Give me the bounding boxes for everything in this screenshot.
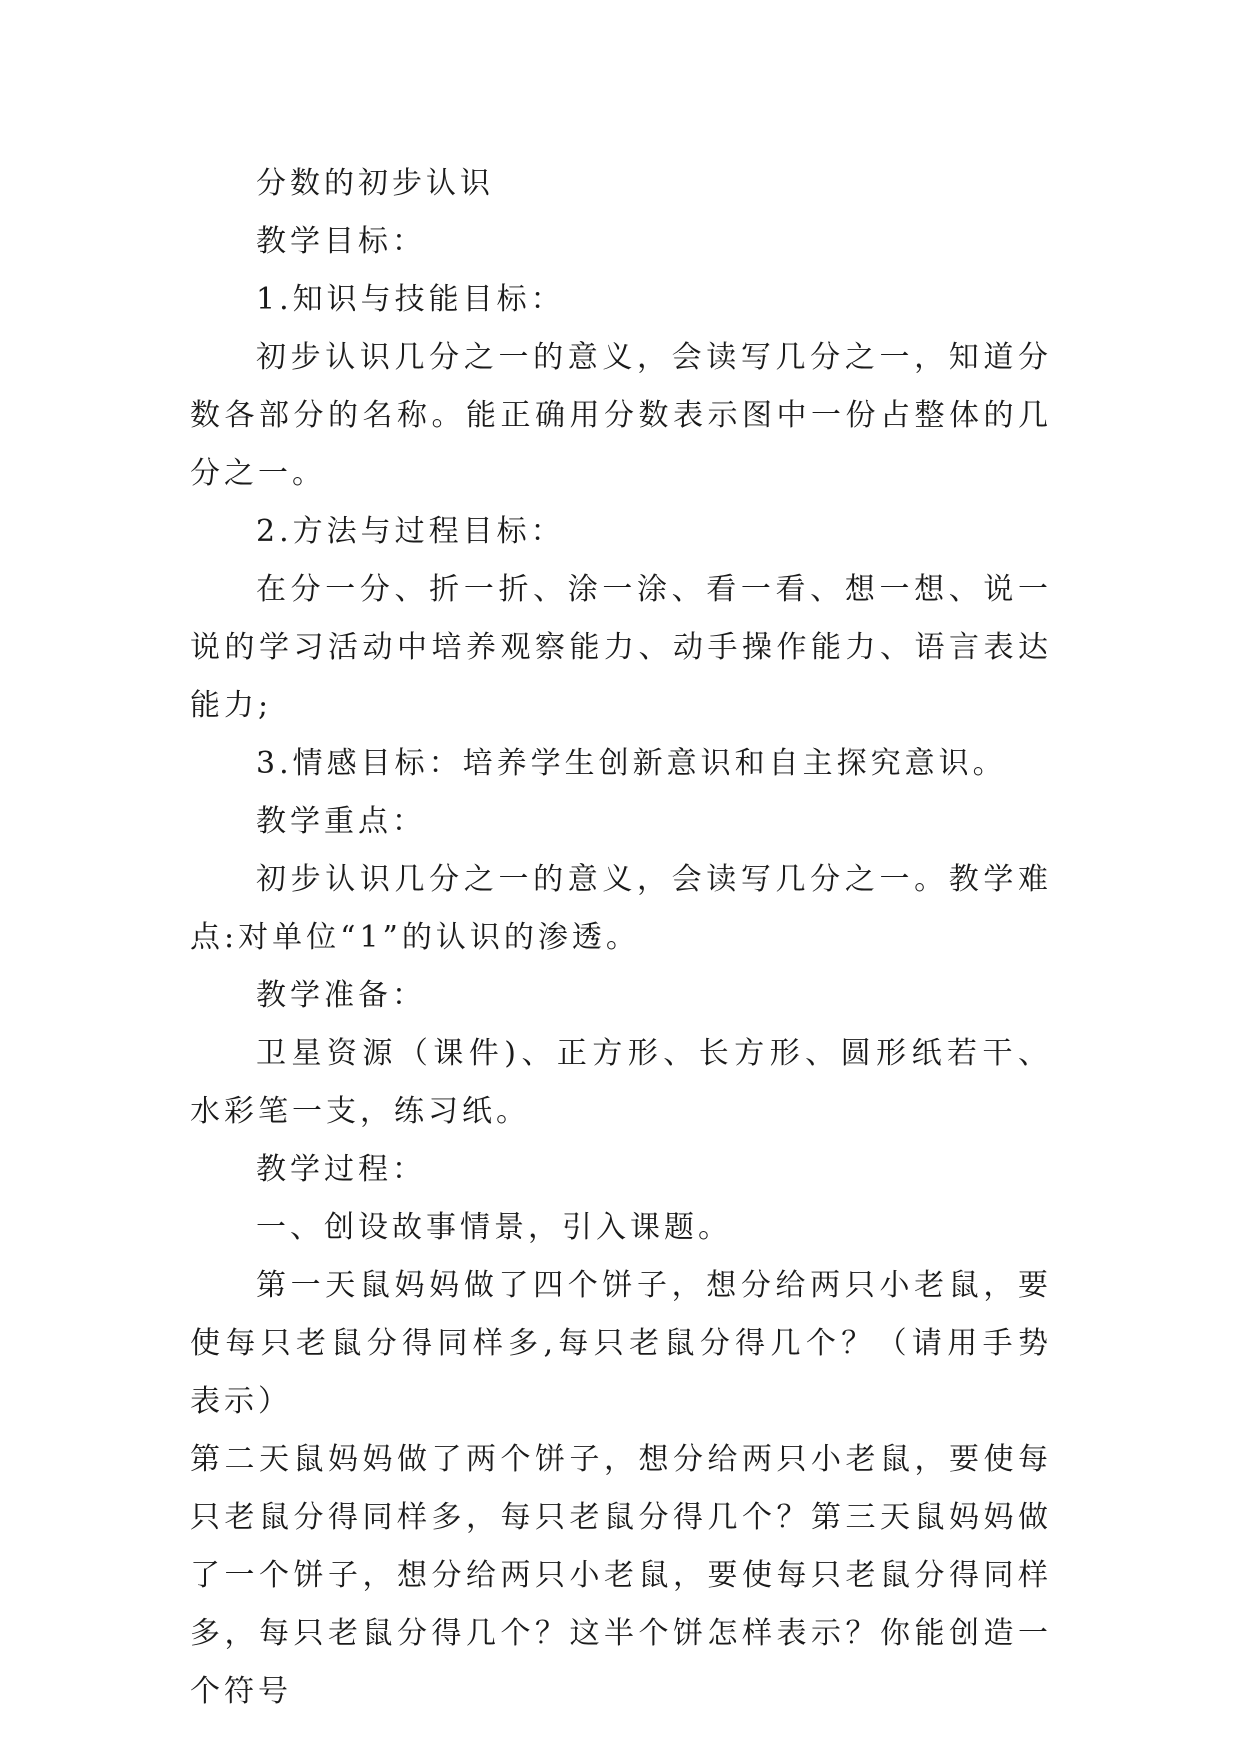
goal-emotion-text: 3.情感目标：培养学生创新意识和自主探究意识。 — [256, 746, 1007, 781]
heading-preparation: 教学准备： — [256, 978, 426, 1013]
heading-key-points: 教学重点： — [256, 804, 426, 839]
goal-method-text: 在分一分、折一折、涂一涂、看一看、想一想、说一说的学习活动中培养观察能力、动手操作能力、语言表达能力; — [190, 572, 1052, 723]
document-body — [190, 155, 1052, 1721]
key-points-text: 初步认识几分之一的意义，会读写几分之一。教学难点:对单位“1”的认识的渗透。 — [190, 862, 1052, 955]
goal-knowledge-text: 初步认识几分之一的意义，会读写几分之一，知道分数各部分的名称。能正确用分数表示图中一份占整体的几分之一。 — [190, 340, 1052, 491]
goal-knowledge-heading: 1.知识与技能目标： — [256, 282, 565, 317]
story-paragraph-1: 第一天鼠妈妈做了四个饼子，想分给两只小老鼠，要使每只老鼠分得同样多,每只老鼠分得几个？（请用手势表示） — [190, 1268, 1052, 1419]
heading-process: 教学过程： — [256, 1152, 426, 1187]
document-title: 分数的初步认识 — [256, 166, 494, 201]
goal-method-heading: 2.方法与过程目标： — [256, 514, 565, 549]
story-paragraph-2: 第二天鼠妈妈做了两个饼子，想分给两只小老鼠，要使每只老鼠分得同样多，每只老鼠分得几个？第三天鼠妈妈做了一个饼子，想分给两只小老鼠，要使每只老鼠分得同样多，每只老鼠分得几个？这半个饼怎样表示？你能创造一个符号 — [190, 1442, 1052, 1709]
heading-teaching-goals: 教学目标： — [256, 224, 426, 259]
process-step-one: 一、创设故事情景，引入课题。 — [256, 1210, 732, 1245]
preparation-text: 卫星资源（课件)、正方形、长方形、圆形纸若干、水彩笔一支，练习纸。 — [190, 1036, 1052, 1129]
